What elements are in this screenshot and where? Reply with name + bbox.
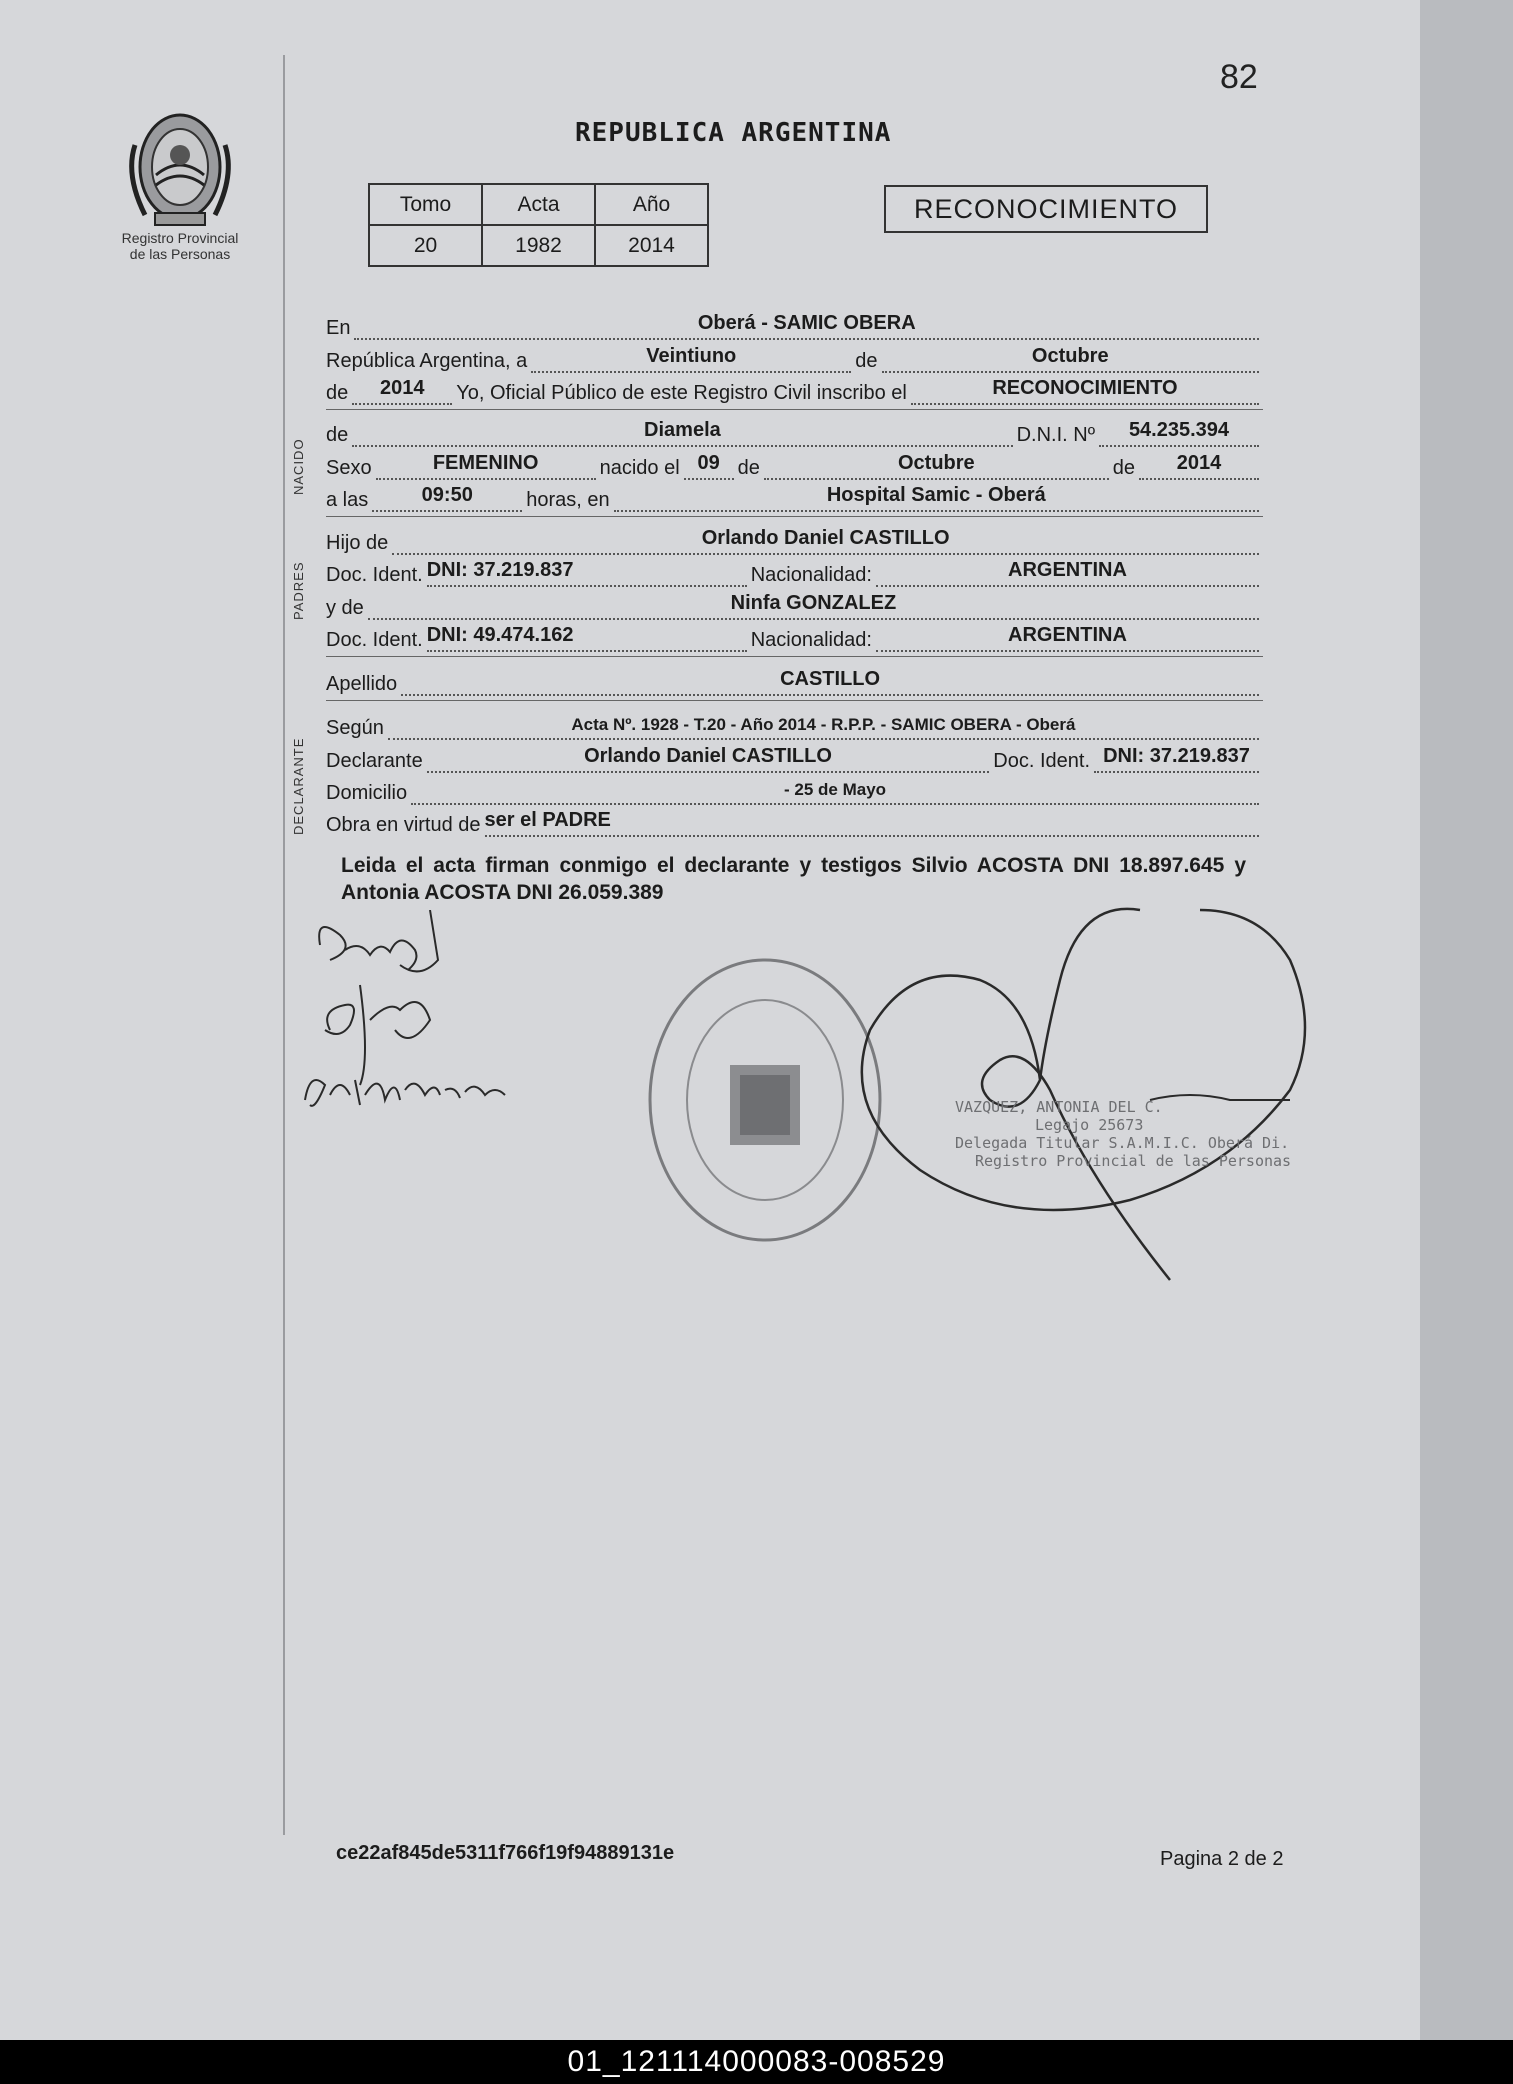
fill-padre-doc: [427, 561, 747, 587]
fill-nac-dia: [684, 454, 734, 480]
value-en: Oberá - SAMIC OBERA: [697, 312, 916, 334]
label-yde: y de: [326, 597, 364, 619]
value-lugar: Hospital Samic - Oberá: [826, 484, 1046, 506]
label-hijo: Hijo de: [326, 532, 389, 554]
fill-en: [354, 314, 1259, 340]
value-madre-nac: ARGENTINA: [1008, 624, 1127, 646]
value-madre-doc: DNI: 49.474.162: [426, 624, 574, 646]
stamp-line1: VAZQUEZ, ANTONIA DEL C.: [955, 1098, 1163, 1116]
row-padre: [326, 525, 1263, 555]
label-domicilio: Domicilio: [326, 782, 408, 804]
row-hora: [326, 482, 1263, 512]
row-madre-doc: [326, 622, 1263, 652]
value-sexo: FEMENINO: [432, 452, 539, 474]
label-madre-nac: Nacionalidad:: [750, 629, 872, 651]
fill-domicilio: [411, 779, 1259, 805]
value-segun: Acta Nº. 1928 - T.20 - Año 2014 - R.P.P. - SAMIC OBERA - Oberá: [571, 715, 1076, 734]
value-anio: 2014: [380, 377, 425, 399]
value-nac-anio: 2014: [1176, 452, 1222, 474]
fill-segun: [388, 714, 1259, 740]
label-de4: de: [737, 457, 760, 479]
value-dni: 54.235.394: [1128, 419, 1230, 441]
fill-hora: [372, 486, 522, 512]
label-dni: D.N.I. Nº: [1016, 424, 1095, 446]
side-label-padres: PADRES: [291, 561, 306, 620]
label-de3: de: [326, 424, 349, 446]
closing-paragraph: Leida el acta firman conmigo el declarante y testigos Silvio ACOSTA DNI 18.897.645 y Antonia ACOSTA DNI 26.059.389: [341, 854, 1246, 904]
separator-3: [326, 656, 1263, 657]
side-label-nacido: NACIDO: [291, 438, 306, 495]
fill-padre: [392, 529, 1259, 555]
fill-lugar: [614, 486, 1259, 512]
value-nac-mes: Octubre: [897, 452, 975, 474]
value-madre: Ninfa GONZALEZ: [730, 592, 897, 614]
registrar-stamp: [955, 1098, 1291, 1170]
registry-logo: [110, 105, 250, 262]
label-de1: de: [855, 350, 878, 372]
label-declarante: Declarante: [326, 750, 423, 772]
fill-declarante: [427, 747, 990, 773]
value-acto: RECONOCIMIENTO: [992, 377, 1178, 399]
document-hash: ce22af845de5311f766f19f94889131e: [336, 1842, 675, 1864]
value-anio: 2014: [595, 225, 708, 266]
fill-apellido: [401, 670, 1259, 696]
logo-text-line2: de las Personas: [129, 246, 231, 262]
label-padre-nac: Nacionalidad:: [750, 564, 872, 586]
side-label-declarante: DECLARANTE: [291, 737, 306, 835]
left-margin-line: [283, 55, 285, 1835]
label-segun: Según: [326, 717, 384, 739]
row-domicilio: [326, 775, 1263, 805]
fill-dni: [1099, 421, 1259, 447]
row-padre-doc: [326, 557, 1263, 587]
row-inscribo: [326, 375, 1263, 405]
separator-4: [326, 700, 1263, 701]
value-padre: Orlando Daniel CASTILLO: [701, 527, 950, 549]
value-nombre: Diamela: [644, 419, 721, 441]
row-nombre: [326, 417, 1263, 447]
label-de2: de: [326, 382, 349, 404]
row-apellido: [326, 666, 1263, 696]
header-anio: Año: [595, 184, 708, 225]
value-nac-dia: 09: [697, 452, 720, 474]
fill-nombre: [352, 421, 1012, 447]
row-segun: [326, 710, 1263, 740]
value-hora: 09:50: [421, 484, 473, 506]
fill-obra: [485, 811, 1259, 837]
label-padre-doc: Doc. Ident.: [326, 564, 423, 586]
witness-signatures: [300, 910, 540, 1140]
fill-anio: [352, 379, 452, 405]
fill-nac-anio: [1139, 454, 1259, 480]
value-decl-doc: DNI: 37.219.837: [1103, 745, 1250, 767]
fill-padre-nac: [876, 561, 1259, 587]
row-obra: [326, 807, 1263, 837]
value-domicilio: - 25 de Mayo: [784, 780, 887, 799]
fill-acto: [911, 379, 1259, 405]
value-acta: 1982: [482, 225, 595, 266]
separator-2: [326, 516, 1263, 517]
row-en: [326, 310, 1263, 340]
value-padre-nac: ARGENTINA: [1008, 559, 1127, 581]
fill-dia: [531, 347, 851, 373]
scan-id-footer: 01_121114000083-008529: [0, 2040, 1513, 2084]
stamp-line2: Legajo 25673: [1035, 1116, 1144, 1134]
label-apellido: Apellido: [326, 673, 398, 695]
label-sexo: Sexo: [326, 457, 372, 479]
fill-madre-nac: [876, 626, 1259, 652]
stamp-line3: Delegada Titular S.A.M.I.C. Oberá Di.: [955, 1134, 1290, 1152]
label-horas: horas, en: [526, 489, 610, 511]
page-indicator: Pagina 2 de 2: [1160, 1848, 1284, 1870]
label-madre-doc: Doc. Ident.: [326, 629, 423, 651]
fill-mes: [882, 347, 1260, 373]
fill-decl-doc: [1094, 747, 1259, 773]
document-title: REPUBLICA ARGENTINA: [575, 118, 892, 148]
value-declarante: Orlando Daniel CASTILLO: [584, 745, 832, 767]
header-tomo: Tomo: [369, 184, 482, 225]
fill-madre: [368, 594, 1259, 620]
scan-background: [1420, 0, 1513, 2040]
label-de5: de: [1112, 457, 1135, 479]
value-apellido: CASTILLO: [780, 668, 881, 690]
row-madre: [326, 590, 1263, 620]
value-tomo: 20: [369, 225, 482, 266]
coat-of-arms-emblem: [120, 105, 240, 230]
label-decl-doc: Doc. Ident.: [993, 750, 1090, 772]
document-type-box: RECONOCIMIENTO: [884, 185, 1208, 233]
label-en: En: [326, 317, 351, 339]
value-mes: Octubre: [1031, 345, 1109, 367]
label-oficial: Yo, Oficial Público de este Registro Civil inscribo el: [456, 382, 907, 404]
label-obra: Obra en virtud de: [326, 814, 481, 836]
label-alas: a las: [326, 489, 369, 511]
stamp-line4: Registro Provincial de las Personas: [975, 1152, 1292, 1170]
label-nacido: nacido el: [599, 457, 680, 479]
logo-text-line1: Registro Provincial: [121, 230, 239, 246]
value-padre-doc: DNI: 37.219.837: [426, 559, 574, 581]
fill-sexo: [376, 454, 596, 480]
page-number: 82: [1220, 58, 1258, 96]
row-sexo: [326, 450, 1263, 480]
value-dia: Veintiuno: [646, 345, 737, 367]
fill-madre-doc: [427, 626, 747, 652]
row-declarante: [326, 743, 1263, 773]
separator-1: [326, 409, 1263, 410]
label-republica: República Argentina, a: [326, 350, 528, 372]
value-obra: ser el PADRE: [484, 809, 611, 831]
row-fecha: [326, 343, 1263, 373]
fill-nac-mes: [764, 454, 1109, 480]
register-table: [368, 183, 709, 267]
header-acta: Acta: [482, 184, 595, 225]
